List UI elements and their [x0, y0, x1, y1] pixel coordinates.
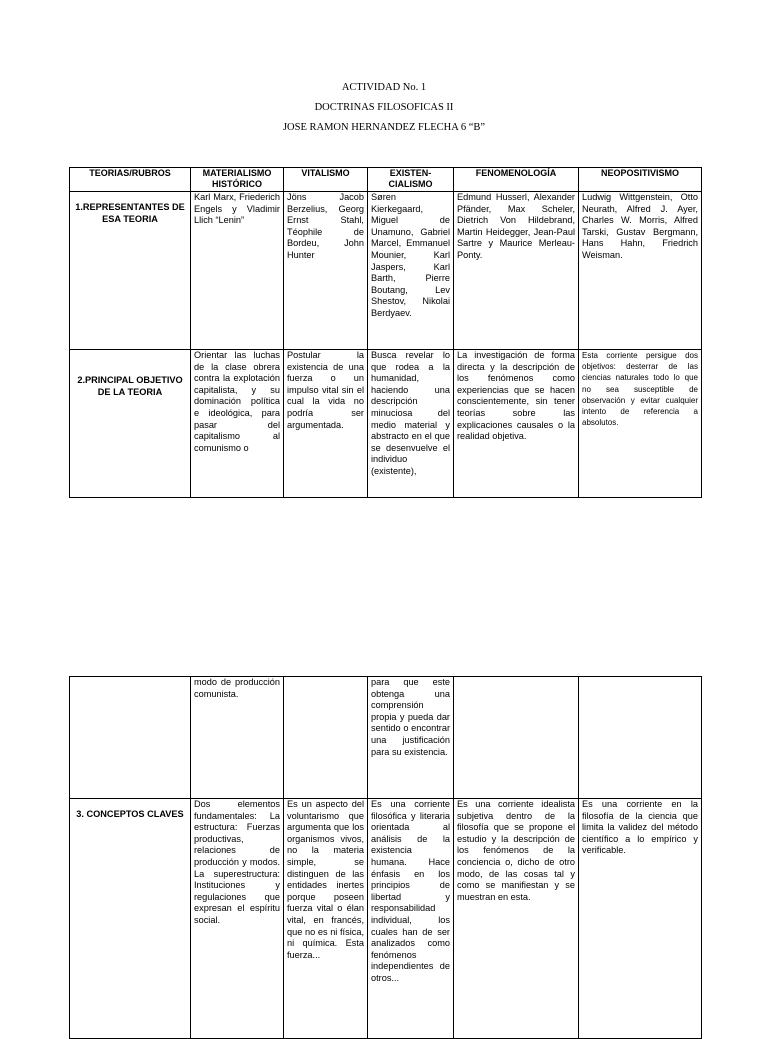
- cell-objetivo-fenomenologia: La investigación de forma directa y la descripción de los fenómenos como experiencias que se hacen conscientemente, sin tener teorías sobre las explicaciones causales o la realidad objetiva.: [454, 350, 579, 498]
- cell-objetivo-cont-existencialismo: para que este obtenga una comprensión propia y pueda dar sentido o encontrar una justificación para su existencia.: [368, 677, 454, 799]
- cell-representantes-existencialismo: Søren Kierkegaard, Miguel de Unamuno, Gabriel Marcel, Emmanuel Mounier, Karl Jaspers, Karl Barth, Pierre Boutang, Lev Shestov, Nikolai Berdyaev.: [368, 192, 454, 350]
- column-header-materialismo: MATERIALISMO HISTÓRICO: [191, 168, 284, 192]
- table-row: [70, 192, 702, 350]
- cell-objetivo-cont-label: [70, 677, 191, 799]
- row-label-objetivo: 2.PRINCIPAL OBJETIVO DE LA TEORIA: [70, 350, 191, 498]
- doctrines-table-page-2: [69, 676, 702, 1039]
- table-row: [70, 677, 702, 799]
- column-header-vitalismo: VITALISMO: [284, 168, 368, 192]
- cell-conceptos-existencialismo: Es una corriente filosófica y literaria orientada al análisis de la existencia humana. Hace énfasis en los principios de libertad y responsabilidad individual, los cuales han de ser analizados como fenómenos independientes de otros...: [368, 799, 454, 1039]
- document-header: [0, 78, 768, 138]
- cell-conceptos-fenomenologia: Es una corriente idealista subjetiva dentro de la filosofía que se propone el estudio y la descripción de los fenómenos de la conciencia o, dicho de otro modo, de las cosas tal y como se manifiestan y se muestran en esta.: [454, 799, 579, 1039]
- cell-representantes-fenomenologia: Edmund Husserl, Alexander Pfänder, Max Scheler, Dietrich Von Hildebrand, Martin Heidegger, Jean-Paul Sartre y Maurice Merleau-Ponty.: [454, 192, 579, 350]
- cell-objetivo-cont-fenomenologia: [454, 677, 579, 799]
- row-label-representantes: 1.REPRESENTANTES DE ESA TEORIA: [70, 192, 191, 350]
- row-label-conceptos: 3. CONCEPTOS CLAVES: [70, 799, 191, 1039]
- table-row: [70, 799, 702, 1039]
- cell-objetivo-neopositivismo: Esta corriente persigue dos objetivos: desterrar de las ciencias naturales todo lo que no sea susceptible de observación y evitar cualquier intento de referencia a absolutos.: [579, 350, 702, 498]
- course-title: DOCTRINAS FILOSOFICAS II: [314, 102, 454, 113]
- table-row: [70, 350, 702, 498]
- cell-objetivo-cont-vitalismo: [284, 677, 368, 799]
- doctrines-table-page-1: [69, 167, 702, 498]
- cell-representantes-materialismo: Karl Marx, Friederich Engels y Vladimir Llich “Lenin”: [191, 192, 284, 350]
- cell-conceptos-neopositivismo: Es una corriente en la filosofía de la ciencia que limita la validez del método científico a lo empírico y verificable.: [579, 799, 702, 1039]
- cell-objetivo-vitalismo: Postular la existencia de una fuerza o un impulso vital sin el cual la vida no podría ser argumentada.: [284, 350, 368, 498]
- cell-conceptos-materialismo: Dos elementos fundamentales: La estructura: Fuerzas productivas, relaciones de producción y modos. La superestructura: Instituciones y regulaciones que expresan el espíritu social.: [191, 799, 284, 1039]
- student-name: JOSE RAMON HERNANDEZ FLECHA 6 “B”: [282, 122, 486, 133]
- cell-objetivo-cont-neopositivismo: [579, 677, 702, 799]
- cell-representantes-vitalismo: Jöns Jacob Berzelius, Georg Ernst Stahl, Téophile de Bordeu, John Hunter: [284, 192, 368, 350]
- cell-objetivo-existencialismo: Busca revelar lo que rodea a la humanidad, haciendo una descripción minuciosa del medio material y abstracto en el que se desenvuelve el individuo (existente),: [368, 350, 454, 498]
- cell-conceptos-vitalismo: Es un aspecto del voluntarismo que argumenta que los organismos vivos, no la materia simple, se distinguen de las entidades inertes porque poseen fuerza vital o élan vital, en francés, que no es ni física, ni química. Esta fuerza...: [284, 799, 368, 1039]
- column-header-existencialismo: EXISTEN-CIALISMO: [368, 168, 454, 192]
- cell-representantes-neopositivismo: Ludwig Wittgenstein, Otto Neurath, Alfred J. Ayer, Charles W. Morris, Alfred Tarski, Gustav Bergmann, Hans Hahn, Friedrich Weisman.: [579, 192, 702, 350]
- cell-objetivo-cont-materialismo: modo de producción comunista.: [191, 677, 284, 799]
- cell-objetivo-materialismo: Orientar las luchas de la clase obrera contra la explotación capitalista, y su dominación política e ideológica, para pasar del capitalismo al comunismo o: [191, 350, 284, 498]
- column-header-fenomenologia: FENOMENOLOGÍA: [454, 168, 579, 192]
- column-header-neopositivismo: NEOPOSITIVISMO: [579, 168, 702, 192]
- activity-title: ACTIVIDAD No. 1: [341, 82, 427, 93]
- column-header-rubros: TEORIAS/RUBROS: [70, 168, 191, 192]
- table-header-row: [70, 168, 702, 192]
